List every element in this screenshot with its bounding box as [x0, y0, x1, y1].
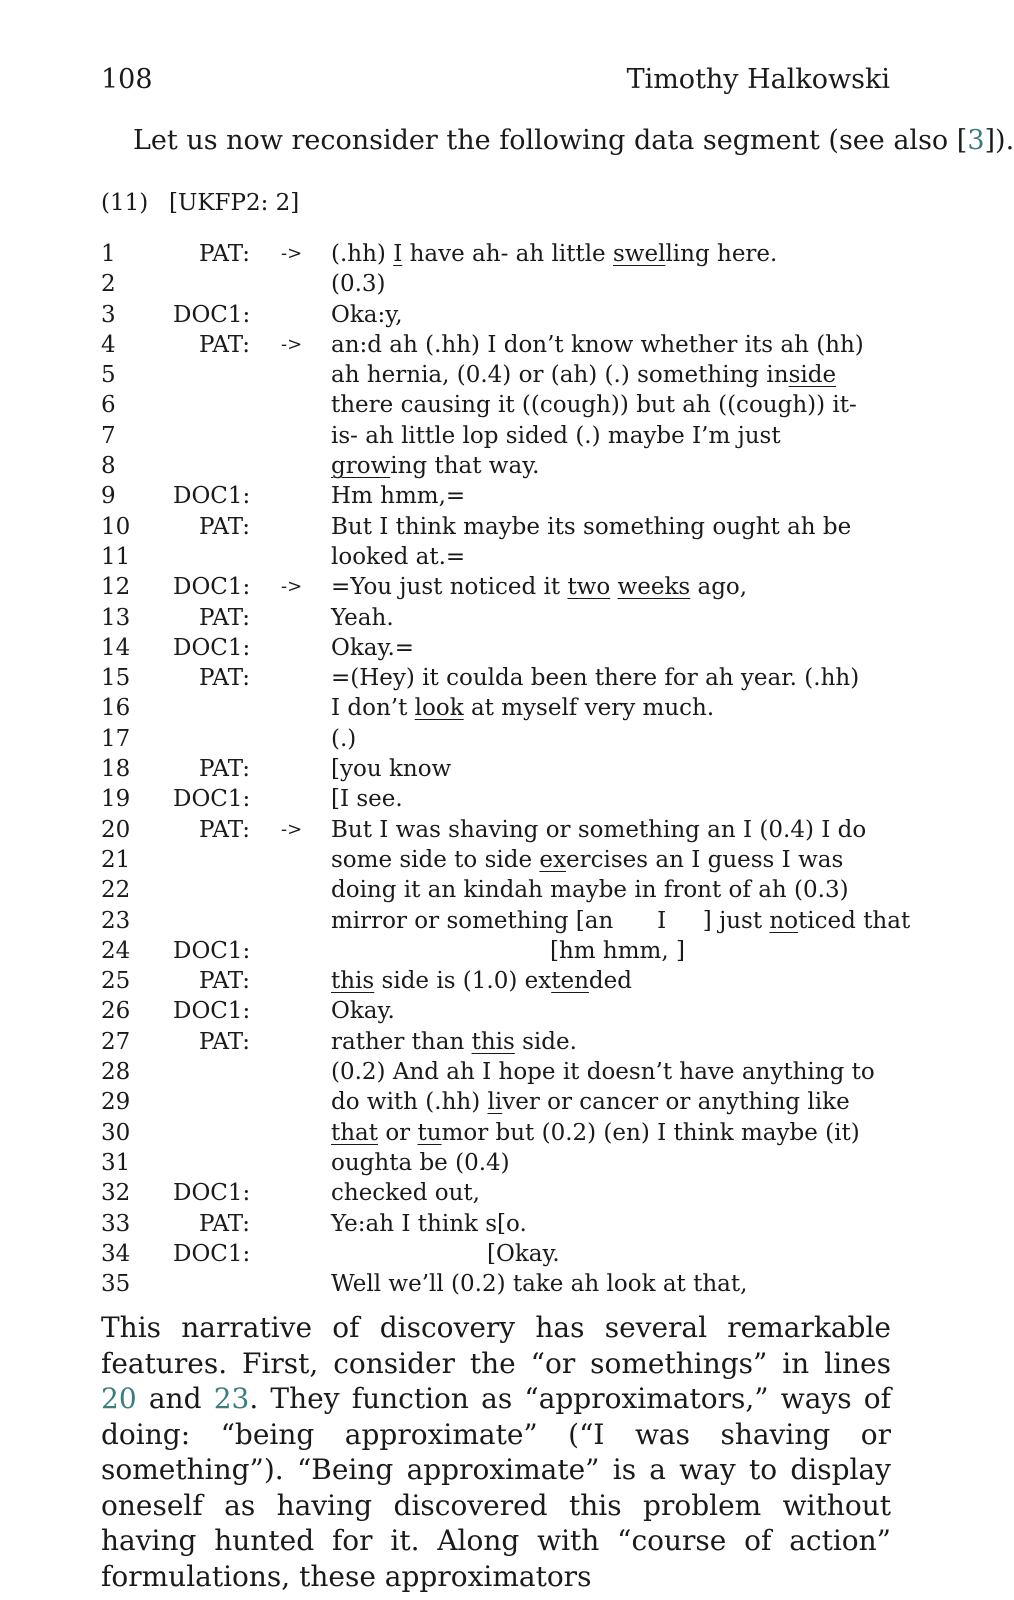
- speaker-label: DOC1:: [173, 483, 251, 510]
- example-label: [101, 190, 299, 216]
- utterance-segment: (0.2) And ah I hope it doesn’t have anything to: [331, 1059, 875, 1086]
- utterance-segment: [610, 574, 617, 600]
- utterance: [331, 421, 781, 451]
- speaker-label: DOC1:: [173, 1240, 251, 1267]
- transcript-line: [101, 481, 901, 511]
- transcript-line: [101, 1118, 901, 1148]
- utterance: [331, 300, 403, 330]
- line-number: 28: [101, 1059, 131, 1086]
- utterance-segment: do with (.hh): [331, 1089, 488, 1116]
- stressed-segment: swel: [612, 241, 666, 267]
- utterance: [331, 360, 836, 390]
- paragraph-text: . They function as “approximators,” ways of doing: “being approximate” (“I was shaving or something”). “Being approximate” is a way to display oneself as having discovered this problem without having hunted for it. Along with “course of action” formulations, these approximators: [101, 1382, 892, 1593]
- line-number: 20: [101, 816, 131, 843]
- line-number: 7: [101, 422, 116, 449]
- speaker-label: DOC1:: [173, 937, 251, 964]
- transcript-line: [101, 906, 911, 936]
- line-number: 18: [101, 756, 131, 783]
- line-number: 23: [101, 907, 131, 934]
- utterance-segment: Ye:ah I think s[o.: [331, 1210, 527, 1237]
- utterance-segment: side is (1.0) ex: [374, 968, 552, 995]
- utterance-segment: =(Hey) it coulda been there for ah year. (.hh): [331, 665, 860, 692]
- transcript-line: [101, 1209, 901, 1239]
- line-number: 2: [101, 271, 116, 298]
- speaker-label: DOC1:: [173, 301, 251, 328]
- speaker-label: DOC1:: [173, 574, 251, 601]
- transcript-line: [101, 693, 901, 723]
- body-paragraph: [101, 1310, 891, 1594]
- speaker-label: PAT:: [199, 604, 250, 631]
- line-number: 34: [101, 1240, 131, 1267]
- transcript-line: [101, 1057, 901, 1087]
- line-number: 21: [101, 846, 131, 873]
- utterance-segment: rather than: [331, 1028, 472, 1055]
- utterance-segment: ded: [588, 968, 632, 995]
- utterance-segment: [hm hmm, ]: [550, 937, 685, 964]
- utterance: [331, 815, 866, 845]
- line-number: 27: [101, 1028, 131, 1055]
- line-number: 1: [101, 241, 116, 267]
- utterance-segment: But I think maybe its something ought ah be: [331, 513, 852, 540]
- speaker-label: PAT:: [199, 513, 250, 540]
- transcript-line: [101, 1148, 901, 1178]
- utterance: [331, 451, 539, 481]
- line-number: 5: [101, 362, 116, 389]
- line-number: 14: [101, 634, 131, 661]
- utterance: [331, 1087, 850, 1117]
- utterance: [331, 633, 414, 663]
- utterance: [331, 330, 864, 360]
- transcript-line: [101, 966, 901, 996]
- utterance: [331, 996, 395, 1026]
- transcript-line: [101, 1178, 901, 1208]
- transcript-line: [101, 1027, 901, 1057]
- utterance-segment: (0.3): [331, 271, 386, 298]
- line-number: 25: [101, 968, 131, 995]
- transcript-line: [101, 1087, 901, 1117]
- utterance-segment: an:d ah (.hh) I don’t know whether its ah (hh): [331, 331, 864, 358]
- utterance: [331, 875, 849, 905]
- utterance-segment: looked at.=: [331, 543, 466, 570]
- utterance-segment: have ah- ah little: [402, 241, 613, 267]
- utterance: [331, 572, 747, 602]
- intro-text: Let us now reconsider the following data segment (see also [: [133, 125, 968, 156]
- transcript-line: [101, 421, 901, 451]
- transcript-line: [101, 845, 901, 875]
- line-number: 10: [101, 513, 131, 540]
- utterance: [331, 906, 910, 936]
- line-number: 16: [101, 695, 131, 722]
- transcript-line: [101, 936, 901, 966]
- speaker-label: DOC1:: [173, 1180, 251, 1207]
- utterance-segment: But I was shaving or something an I (0.4) I do: [331, 816, 867, 843]
- utterance: [331, 1057, 875, 1087]
- transcript-line: [101, 269, 901, 299]
- transcript-line: [101, 390, 901, 420]
- utterance: [331, 693, 714, 723]
- utterance-segment: [you know: [331, 756, 452, 783]
- utterance-segment: some side to side: [331, 846, 540, 873]
- speaker-label: PAT:: [199, 331, 250, 358]
- line-number: 19: [101, 786, 131, 813]
- utterance-segment: oughta be (0.4): [331, 1149, 510, 1176]
- transcript-line: [101, 300, 901, 330]
- utterance: [331, 512, 851, 542]
- utterance-segment: mirror or something [an I ] just: [331, 907, 770, 934]
- line-reference-link[interactable]: 23: [213, 1382, 250, 1415]
- speaker-label: PAT:: [199, 1028, 250, 1055]
- utterance-segment: checked out,: [331, 1180, 480, 1207]
- line-number: 26: [101, 998, 131, 1025]
- utterance: [331, 1269, 747, 1299]
- utterance: [331, 663, 859, 693]
- paragraph-text: This narrative of discovery has several remarkable features. First, consider the “or somethings” in lines: [101, 1311, 891, 1380]
- example-number: (11): [101, 190, 149, 216]
- utterance-segment: side.: [514, 1028, 577, 1055]
- speaker-label: DOC1:: [173, 786, 251, 813]
- stressed-segment: side: [788, 362, 837, 389]
- utterance-segment: Oka:y,: [331, 301, 403, 328]
- speaker-label: PAT:: [199, 1210, 250, 1237]
- utterance-segment: or: [378, 1119, 418, 1146]
- utterance-segment: there causing it ((cough)) but ah ((cough)) it-: [331, 392, 857, 419]
- utterance-segment: (.): [331, 725, 357, 752]
- speaker-label: PAT:: [199, 968, 250, 995]
- utterance-segment: =You just noticed it: [331, 574, 568, 601]
- utterance: [331, 1178, 480, 1208]
- utterance-segment: mor but (0.2) (en) I think maybe (it): [441, 1119, 860, 1146]
- line-number: 13: [101, 604, 131, 631]
- utterance-segment: ercises an I guess I was: [566, 846, 844, 873]
- utterance-segment: ling here.: [665, 241, 778, 267]
- utterance: [331, 269, 386, 299]
- line-number: 24: [101, 937, 131, 964]
- transcript-line: [101, 512, 901, 542]
- focus-arrow: ->: [281, 243, 303, 264]
- line-reference-link[interactable]: 20: [101, 1382, 137, 1415]
- transcript-line: [101, 663, 901, 693]
- stressed-segment: this: [331, 968, 375, 995]
- transcript-line: [101, 754, 901, 784]
- utterance: [331, 481, 465, 511]
- utterance: [331, 784, 403, 814]
- speaker-label: DOC1:: [173, 634, 251, 661]
- stressed-segment: that: [331, 1119, 379, 1146]
- utterance-segment: Okay.=: [331, 634, 415, 661]
- intro-text-end: ]).: [984, 125, 1014, 156]
- line-number: 3: [101, 301, 116, 328]
- stressed-segment: tu: [417, 1119, 442, 1146]
- line-number: 17: [101, 725, 131, 752]
- utterance-segment: [Okay.: [487, 1240, 560, 1267]
- transcript: [101, 239, 911, 1299]
- stressed-segment: ex: [539, 846, 566, 873]
- utterance: [331, 239, 777, 269]
- running-head: Timothy Halkowski: [626, 64, 890, 95]
- paragraph-text: and: [136, 1382, 214, 1415]
- stressed-segment: weeks: [617, 574, 691, 601]
- utterance: [331, 845, 843, 875]
- utterance: [331, 603, 394, 633]
- stressed-segment: two: [567, 574, 611, 601]
- utterance-segment: doing it an kindah maybe in front of ah (0.3): [331, 877, 849, 904]
- transcript-line: [101, 996, 901, 1026]
- utterance-segment: ver or cancer or anything like: [502, 1089, 850, 1116]
- line-number: 12: [101, 574, 131, 601]
- line-number: 30: [101, 1119, 131, 1146]
- transcript-line: [101, 330, 901, 360]
- transcript-line: [101, 1239, 901, 1269]
- speaker-label: PAT:: [199, 665, 250, 692]
- utterance-segment: Okay.: [331, 998, 395, 1025]
- utterance-segment: Well we’ll (0.2) take ah look at that,: [331, 1271, 748, 1298]
- line-number: 35: [101, 1271, 131, 1298]
- transcript-line: [101, 239, 901, 269]
- utterance: [331, 754, 451, 784]
- utterance-segment: is- ah little lop sided (.) maybe I’m just: [331, 422, 781, 449]
- stressed-segment: ten: [551, 968, 589, 995]
- focus-arrow: ->: [281, 818, 303, 840]
- focus-arrow: ->: [281, 576, 303, 598]
- transcript-line: [101, 633, 901, 663]
- speaker-label: PAT:: [199, 816, 250, 843]
- transcript-line: [101, 542, 901, 572]
- reference-link[interactable]: 3: [967, 125, 985, 156]
- utterance: [331, 936, 685, 966]
- stressed-segment: li: [487, 1089, 503, 1116]
- speaker-label: PAT:: [199, 241, 250, 267]
- line-number: 9: [101, 483, 116, 510]
- stressed-segment: no: [769, 907, 799, 934]
- line-number: 33: [101, 1210, 131, 1237]
- line-number: 29: [101, 1089, 131, 1116]
- transcript-line: [101, 451, 901, 481]
- utterance: [331, 966, 632, 996]
- transcript-line: [101, 1269, 901, 1299]
- line-number: 8: [101, 453, 116, 480]
- transcript-line: [101, 572, 901, 602]
- stressed-segment: I: [393, 241, 403, 267]
- example-source: [UKFP2: 2]: [169, 190, 300, 216]
- line-number: 32: [101, 1180, 131, 1207]
- utterance-segment: I don’t: [331, 695, 415, 722]
- speaker-label: PAT:: [199, 756, 250, 783]
- utterance-segment: ago,: [690, 574, 748, 601]
- utterance: [331, 1148, 510, 1178]
- line-number: 11: [101, 543, 131, 570]
- utterance-segment: ah hernia, (0.4) or (ah) (.) something in: [331, 362, 789, 389]
- utterance-segment: Hm hmm,=: [331, 483, 466, 510]
- utterance-segment: ing that way.: [390, 453, 540, 480]
- utterance-segment: (.hh): [331, 241, 394, 267]
- transcript-line: [101, 360, 901, 390]
- utterance: [331, 1209, 527, 1239]
- utterance: [331, 542, 465, 572]
- transcript-line: [101, 724, 901, 754]
- utterance: [331, 390, 857, 420]
- line-number: 31: [101, 1149, 131, 1176]
- speaker-label: DOC1:: [173, 998, 251, 1025]
- transcript-line: [101, 815, 901, 845]
- page-number: 108: [101, 64, 153, 95]
- utterance: [331, 724, 356, 754]
- line-number: 22: [101, 877, 131, 904]
- utterance: [331, 1027, 577, 1057]
- stressed-segment: grow: [331, 453, 391, 480]
- intro-sentence: [133, 125, 1014, 156]
- focus-arrow: ->: [281, 333, 303, 355]
- line-number: 4: [101, 331, 116, 358]
- utterance-segment: Yeah.: [331, 604, 394, 631]
- utterance: [331, 1118, 860, 1148]
- utterance: [331, 1239, 560, 1269]
- line-number: 15: [101, 665, 131, 692]
- utterance-segment: ticed that: [798, 907, 911, 934]
- stressed-segment: this: [471, 1028, 515, 1055]
- transcript-line: [101, 784, 901, 814]
- transcript-line: [101, 603, 901, 633]
- transcript-line: [101, 875, 901, 905]
- stressed-segment: look: [414, 695, 464, 722]
- utterance-segment: [I see.: [331, 786, 403, 813]
- utterance-segment: at myself very much.: [463, 695, 715, 722]
- line-number: 6: [101, 392, 116, 419]
